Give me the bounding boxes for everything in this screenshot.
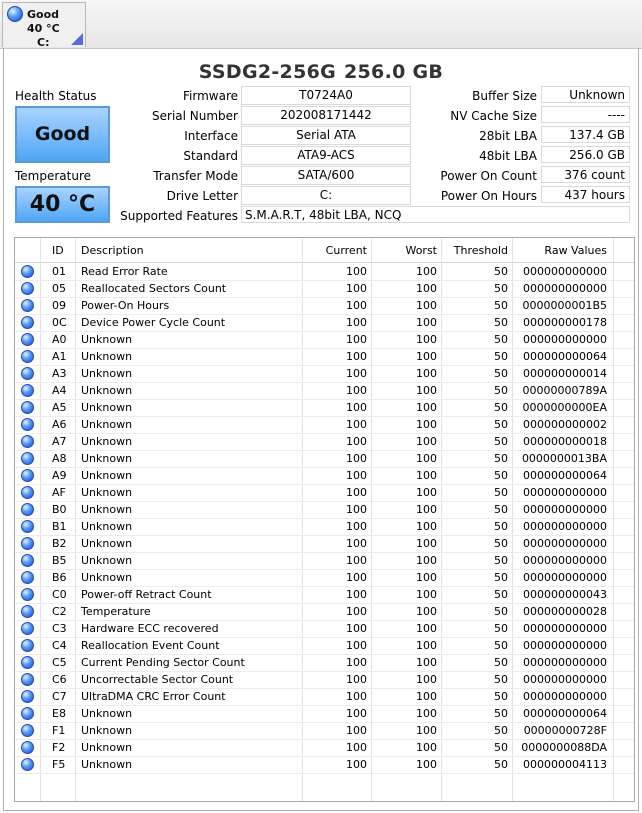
attr-current: 100 xyxy=(346,537,367,550)
attr-id: A8 xyxy=(52,452,67,465)
status-orb-icon xyxy=(21,333,34,346)
attr-id: B0 xyxy=(52,503,67,516)
table-row[interactable] xyxy=(15,688,634,706)
tab-drive-letter: C: xyxy=(37,36,50,49)
attr-current: 100 xyxy=(346,469,367,482)
attr-threshold: 50 xyxy=(494,520,508,533)
table-row[interactable] xyxy=(15,501,634,519)
attr-raw-value: 0000000001B5 xyxy=(522,299,607,312)
attr-current: 100 xyxy=(346,520,367,533)
attr-description: Unknown xyxy=(81,741,133,754)
interface-value: Serial ATA xyxy=(241,126,411,145)
attr-id: A6 xyxy=(52,418,67,431)
attr-worst: 100 xyxy=(416,435,437,448)
table-row[interactable] xyxy=(15,365,634,383)
attr-current: 100 xyxy=(346,418,367,431)
status-orb-icon xyxy=(21,418,34,431)
attr-worst: 100 xyxy=(416,503,437,516)
attr-id: B5 xyxy=(52,554,67,567)
attr-worst: 100 xyxy=(416,537,437,550)
attr-description: Unknown xyxy=(81,384,133,397)
attr-id: A9 xyxy=(52,469,67,482)
table-row[interactable] xyxy=(15,399,634,417)
attr-current: 100 xyxy=(346,707,367,720)
attr-raw-value: 0000000088DA xyxy=(521,741,607,754)
attr-id: E8 xyxy=(52,707,66,720)
table-row[interactable] xyxy=(15,671,634,689)
lba48-label: 48bit LBA xyxy=(479,149,537,163)
disk-tab-bar xyxy=(0,0,642,49)
status-orb-icon xyxy=(21,367,34,380)
attr-id: A3 xyxy=(52,367,67,380)
attr-description: Unknown xyxy=(81,758,133,771)
attr-raw-value: 000000000000 xyxy=(523,520,607,533)
attr-threshold: 50 xyxy=(494,350,508,363)
attr-threshold: 50 xyxy=(494,435,508,448)
attr-raw-value: 000000000043 xyxy=(523,588,607,601)
attr-threshold: 50 xyxy=(494,469,508,482)
firmware-value: T0724A0 xyxy=(241,86,411,105)
attr-current: 100 xyxy=(346,333,367,346)
attr-description: Unknown xyxy=(81,350,133,363)
attr-threshold: 50 xyxy=(494,282,508,295)
attr-threshold: 50 xyxy=(494,758,508,771)
status-orb-icon xyxy=(21,401,34,414)
table-header xyxy=(15,238,634,263)
status-orb-icon xyxy=(21,724,34,737)
status-orb-icon xyxy=(21,282,34,295)
attr-description: Unknown xyxy=(81,486,133,499)
attr-id: 0C xyxy=(52,316,67,329)
status-orb-icon xyxy=(7,6,23,22)
table-row[interactable] xyxy=(15,433,634,451)
attr-raw-value: 000000000000 xyxy=(523,282,607,295)
attr-worst: 100 xyxy=(416,673,437,686)
lba48-value: 256.0 GB xyxy=(541,146,630,163)
status-orb-icon xyxy=(21,639,34,652)
health-status-label: Health Status xyxy=(15,89,97,103)
power-on-count-value: 376 count xyxy=(541,166,630,183)
status-orb-icon xyxy=(21,503,34,516)
drive-letter-value: C: xyxy=(241,186,411,205)
table-row[interactable] xyxy=(15,416,634,434)
attr-worst: 100 xyxy=(416,605,437,618)
attr-id: AF xyxy=(52,486,66,499)
table-row[interactable] xyxy=(15,552,634,570)
attr-worst: 100 xyxy=(416,571,437,584)
transfer-mode-value: SATA/600 xyxy=(241,166,411,185)
status-orb-icon xyxy=(21,316,34,329)
attr-threshold: 50 xyxy=(494,418,508,431)
standard-value: ATA9-ACS xyxy=(241,146,411,165)
table-row[interactable] xyxy=(15,484,634,502)
attr-raw-value: 000000000002 xyxy=(523,418,607,431)
attr-worst: 100 xyxy=(416,724,437,737)
status-orb-icon xyxy=(21,656,34,669)
attr-id: A1 xyxy=(52,350,67,363)
table-row[interactable] xyxy=(15,569,634,587)
attr-description: Uncorrectable Sector Count xyxy=(81,673,234,686)
attr-raw-value: 000000004113 xyxy=(523,758,607,771)
nv-cache-size-value: ---- xyxy=(541,106,630,123)
attr-description: Power-off Retract Count xyxy=(81,588,212,601)
status-orb-icon xyxy=(21,690,34,703)
attr-raw-value: 000000000028 xyxy=(523,605,607,618)
attr-worst: 100 xyxy=(416,758,437,771)
attr-threshold: 50 xyxy=(494,452,508,465)
header-worst[interactable]: Worst xyxy=(405,244,437,257)
attr-worst: 100 xyxy=(416,588,437,601)
attr-id: A7 xyxy=(52,435,67,448)
table-row[interactable] xyxy=(15,739,634,757)
attr-id: F2 xyxy=(52,741,66,754)
attr-raw-value: 000000000000 xyxy=(523,571,607,584)
table-row[interactable] xyxy=(15,722,634,740)
attr-raw-value: 000000000000 xyxy=(523,656,607,669)
attr-current: 100 xyxy=(346,282,367,295)
attr-worst: 100 xyxy=(416,622,437,635)
attr-threshold: 50 xyxy=(494,673,508,686)
attr-id: B2 xyxy=(52,537,67,550)
table-row[interactable] xyxy=(15,314,634,332)
status-orb-icon xyxy=(21,452,34,465)
attr-worst: 100 xyxy=(416,486,437,499)
attr-description: UltraDMA CRC Error Count xyxy=(81,690,226,703)
attr-worst: 100 xyxy=(416,656,437,669)
table-row[interactable] xyxy=(15,535,634,553)
attr-description: Unknown xyxy=(81,469,133,482)
status-orb-icon xyxy=(21,299,34,312)
attr-threshold: 50 xyxy=(494,588,508,601)
attr-current: 100 xyxy=(346,401,367,414)
lba28-value: 137.4 GB xyxy=(541,126,630,143)
attr-id: 01 xyxy=(52,265,66,278)
attr-worst: 100 xyxy=(416,418,437,431)
status-orb-icon xyxy=(21,486,34,499)
table-row[interactable] xyxy=(15,637,634,655)
attr-threshold: 50 xyxy=(494,299,508,312)
status-orb-icon xyxy=(21,350,34,363)
smart-attributes-table[interactable] xyxy=(14,237,635,802)
attr-id: A4 xyxy=(52,384,67,397)
status-orb-icon xyxy=(21,554,34,567)
attr-id: B6 xyxy=(52,571,67,584)
attr-current: 100 xyxy=(346,673,367,686)
attr-raw-value: 000000000000 xyxy=(523,333,607,346)
attr-current: 100 xyxy=(346,452,367,465)
attr-raw-value: 000000000000 xyxy=(523,673,607,686)
status-orb-icon xyxy=(21,435,34,448)
table-row[interactable] xyxy=(15,348,634,366)
disk-capacity: 256.0 GB xyxy=(344,61,444,83)
attr-id: C4 xyxy=(52,639,67,652)
attr-current: 100 xyxy=(346,605,367,618)
attr-raw-value: 000000000000 xyxy=(523,690,607,703)
attr-threshold: 50 xyxy=(494,622,508,635)
power-on-hours-value: 437 hours xyxy=(541,186,630,203)
attr-description: Current Pending Sector Count xyxy=(81,656,245,669)
attr-id: C3 xyxy=(52,622,67,635)
attr-worst: 100 xyxy=(416,690,437,703)
attr-id: C0 xyxy=(52,588,67,601)
disk-model: SSDG2-256G xyxy=(198,61,337,83)
attr-description: Unknown xyxy=(81,435,133,448)
attr-id: A0 xyxy=(52,333,67,346)
attr-threshold: 50 xyxy=(494,316,508,329)
table-row[interactable] xyxy=(15,620,634,638)
table-row[interactable] xyxy=(15,586,634,604)
table-row[interactable] xyxy=(15,518,634,536)
attr-id: C2 xyxy=(52,605,67,618)
header-description[interactable]: Description xyxy=(81,244,144,257)
attr-raw-value: 000000000000 xyxy=(523,622,607,635)
attr-threshold: 50 xyxy=(494,554,508,567)
attr-worst: 100 xyxy=(416,367,437,380)
attr-id: C6 xyxy=(52,673,67,686)
attr-raw-value: 000000000064 xyxy=(523,350,607,363)
status-orb-icon xyxy=(21,707,34,720)
table-row[interactable] xyxy=(15,450,634,468)
attr-worst: 100 xyxy=(416,469,437,482)
status-orb-icon xyxy=(21,622,34,635)
attr-description: Unknown xyxy=(81,724,133,737)
attr-worst: 100 xyxy=(416,554,437,567)
attr-current: 100 xyxy=(346,384,367,397)
standard-label: Standard xyxy=(183,149,238,163)
interface-label: Interface xyxy=(184,129,238,143)
attr-raw-value: 0000000000EA xyxy=(522,401,607,414)
attr-current: 100 xyxy=(346,486,367,499)
attr-current: 100 xyxy=(346,265,367,278)
attr-worst: 100 xyxy=(416,384,437,397)
attr-raw-value: 000000000014 xyxy=(523,367,607,380)
attr-threshold: 50 xyxy=(494,741,508,754)
attr-description: Reallocation Event Count xyxy=(81,639,220,652)
status-orb-icon xyxy=(21,537,34,550)
attr-raw-value: 000000000178 xyxy=(523,316,607,329)
attr-current: 100 xyxy=(346,299,367,312)
status-orb-icon xyxy=(21,265,34,278)
attr-threshold: 50 xyxy=(494,724,508,737)
status-orb-icon xyxy=(21,571,34,584)
nv-cache-size-label: NV Cache Size xyxy=(450,109,537,123)
attr-worst: 100 xyxy=(416,707,437,720)
table-row[interactable] xyxy=(15,467,634,485)
table-row[interactable] xyxy=(15,331,634,349)
table-row[interactable] xyxy=(15,705,634,723)
attr-threshold: 50 xyxy=(494,690,508,703)
firmware-label: Firmware xyxy=(183,89,238,103)
attr-current: 100 xyxy=(346,316,367,329)
attr-raw-value: 000000000064 xyxy=(523,469,607,482)
attr-description: Reallocated Sectors Count xyxy=(81,282,227,295)
header-current[interactable]: Current xyxy=(325,244,367,257)
table-row[interactable] xyxy=(15,382,634,400)
attr-id: C5 xyxy=(52,656,67,669)
drive-letter-label: Drive Letter xyxy=(166,189,238,203)
attr-threshold: 50 xyxy=(494,333,508,346)
attr-threshold: 50 xyxy=(494,503,508,516)
attr-worst: 100 xyxy=(416,401,437,414)
attr-worst: 100 xyxy=(416,452,437,465)
tab-corner-icon xyxy=(71,33,83,45)
attr-threshold: 50 xyxy=(494,486,508,499)
attr-current: 100 xyxy=(346,690,367,703)
attr-description: Unknown xyxy=(81,571,133,584)
attr-id: F5 xyxy=(52,758,66,771)
header-threshold[interactable]: Threshold xyxy=(453,244,508,257)
serial-number-label: Serial Number xyxy=(152,109,238,123)
attr-description: Hardware ECC recovered xyxy=(81,622,219,635)
attr-current: 100 xyxy=(346,350,367,363)
attr-current: 100 xyxy=(346,656,367,669)
health-status-value: Good xyxy=(34,123,91,145)
power-on-count-label: Power On Count xyxy=(440,169,537,183)
attr-raw-value: 000000000018 xyxy=(523,435,607,448)
header-id[interactable]: ID xyxy=(52,244,64,257)
attr-description: Unknown xyxy=(81,503,133,516)
attr-description: Temperature xyxy=(81,605,151,618)
attr-raw-value: 000000000000 xyxy=(523,554,607,567)
attr-description: Unknown xyxy=(81,418,133,431)
attr-current: 100 xyxy=(346,367,367,380)
buffer-size-value: Unknown xyxy=(541,86,630,103)
attr-threshold: 50 xyxy=(494,571,508,584)
attr-worst: 100 xyxy=(416,282,437,295)
attr-description: Unknown xyxy=(81,520,133,533)
attr-description: Unknown xyxy=(81,554,133,567)
attr-description: Device Power Cycle Count xyxy=(81,316,226,329)
attr-id: A5 xyxy=(52,401,67,414)
attr-worst: 100 xyxy=(416,316,437,329)
buffer-size-label: Buffer Size xyxy=(472,89,537,103)
attr-id: C7 xyxy=(52,690,67,703)
attr-raw-value: 00000000789A xyxy=(522,384,607,397)
attr-current: 100 xyxy=(346,758,367,771)
status-orb-icon xyxy=(21,741,34,754)
attr-id: 09 xyxy=(52,299,66,312)
attr-description: Power-On Hours xyxy=(81,299,170,312)
table-row[interactable] xyxy=(15,603,634,621)
attr-raw-value: 000000000000 xyxy=(523,537,607,550)
status-orb-icon xyxy=(21,469,34,482)
attr-raw-value: 000000000000 xyxy=(523,486,607,499)
supported-features-value: S.M.A.R.T, 48bit LBA, NCQ xyxy=(241,206,630,223)
attr-threshold: 50 xyxy=(494,707,508,720)
attr-threshold: 50 xyxy=(494,384,508,397)
status-orb-icon xyxy=(21,520,34,533)
serial-number-value: 202008171442 xyxy=(241,106,411,125)
status-orb-icon xyxy=(21,384,34,397)
power-on-hours-label: Power On Hours xyxy=(440,189,537,203)
temperature-value: 40 °C xyxy=(29,192,96,217)
attr-current: 100 xyxy=(346,588,367,601)
attr-current: 100 xyxy=(346,622,367,635)
attr-current: 100 xyxy=(346,435,367,448)
attr-current: 100 xyxy=(346,503,367,516)
temperature-box xyxy=(15,186,110,223)
table-row[interactable] xyxy=(15,263,634,281)
attr-threshold: 50 xyxy=(494,537,508,550)
attr-threshold: 50 xyxy=(494,656,508,669)
attr-raw-value: 000000000000 xyxy=(523,265,607,278)
attr-current: 100 xyxy=(346,724,367,737)
attr-description: Unknown xyxy=(81,452,133,465)
attr-id: 05 xyxy=(52,282,66,295)
status-orb-icon xyxy=(21,758,34,771)
attr-worst: 100 xyxy=(416,350,437,363)
attr-threshold: 50 xyxy=(494,605,508,618)
table-row[interactable] xyxy=(15,654,634,672)
attr-threshold: 50 xyxy=(494,367,508,380)
attr-worst: 100 xyxy=(416,299,437,312)
attr-description: Unknown xyxy=(81,707,133,720)
attr-worst: 100 xyxy=(416,265,437,278)
tab-temperature: 40 °C xyxy=(27,22,60,35)
disk-title xyxy=(0,61,642,83)
attr-raw-value: 0000000013BA xyxy=(521,452,607,465)
attr-current: 100 xyxy=(346,741,367,754)
attr-worst: 100 xyxy=(416,639,437,652)
attr-current: 100 xyxy=(346,639,367,652)
attr-description: Unknown xyxy=(81,537,133,550)
temperature-label: Temperature xyxy=(15,169,92,183)
attr-id: B1 xyxy=(52,520,67,533)
table-row[interactable] xyxy=(15,756,634,774)
lba28-label: 28bit LBA xyxy=(479,129,537,143)
attr-id: F1 xyxy=(52,724,66,737)
disk-tab-c[interactable] xyxy=(2,2,86,47)
status-orb-icon xyxy=(21,588,34,601)
attr-raw-value: 00000000728F xyxy=(523,724,607,737)
tab-status: Good xyxy=(27,8,60,21)
attr-threshold: 50 xyxy=(494,639,508,652)
status-orb-icon xyxy=(21,605,34,618)
table-row[interactable] xyxy=(15,280,634,298)
table-row[interactable] xyxy=(15,297,634,315)
attr-description: Unknown xyxy=(81,333,133,346)
attr-current: 100 xyxy=(346,571,367,584)
attr-raw-value: 000000000064 xyxy=(523,707,607,720)
attr-description: Unknown xyxy=(81,401,133,414)
attr-current: 100 xyxy=(346,554,367,567)
attr-worst: 100 xyxy=(416,333,437,346)
header-raw-values[interactable]: Raw Values xyxy=(544,244,607,257)
transfer-mode-label: Transfer Mode xyxy=(153,169,238,183)
attr-threshold: 50 xyxy=(494,265,508,278)
attr-worst: 100 xyxy=(416,741,437,754)
status-orb-icon xyxy=(21,673,34,686)
health-status-button[interactable] xyxy=(15,106,110,163)
attr-raw-value: 000000000000 xyxy=(523,503,607,516)
attr-threshold: 50 xyxy=(494,401,508,414)
attr-raw-value: 000000000000 xyxy=(523,639,607,652)
attr-worst: 100 xyxy=(416,520,437,533)
attr-description: Unknown xyxy=(81,367,133,380)
attr-description: Read Error Rate xyxy=(81,265,168,278)
supported-features-label: Supported Features xyxy=(120,209,238,223)
